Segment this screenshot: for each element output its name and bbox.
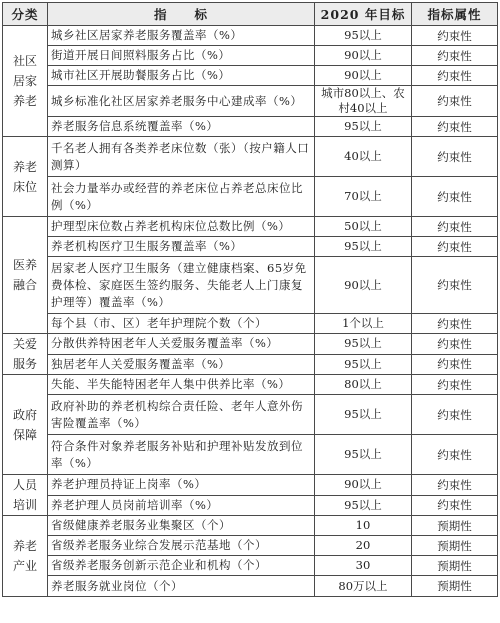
target-cell: 20 [315, 536, 412, 556]
category-cell [3, 334, 48, 375]
category-label: 服务 [12, 357, 37, 371]
attribute-cell: 约束性 [412, 475, 498, 496]
target-cell: 90以上 [315, 46, 412, 66]
attribute-cell: 约束性 [412, 46, 498, 66]
attribute-cell: 约束性 [412, 395, 498, 435]
indicator-cell: 社会力量举办或经营的养老床位占养老总床位比例（%） [48, 177, 315, 217]
attribute-cell: 约束性 [412, 314, 498, 334]
category-label: 培训 [12, 498, 37, 512]
table-row [3, 177, 498, 217]
header-indicator: 指 标 [48, 3, 315, 26]
indicator-cell: 养老护理人员岗前培训率（%） [48, 495, 315, 516]
attribute-cell: 约束性 [412, 237, 498, 257]
table-row [3, 46, 498, 66]
attribute-cell: 约束性 [412, 354, 498, 375]
target-cell: 1个以上 [315, 314, 412, 334]
indicator-cell: 失能、半失能特困老年人集中供养比率（%） [48, 375, 315, 395]
indicator-cell: 养老服务信息系统覆盖率（%） [48, 117, 315, 137]
target-cell: 95以上 [315, 354, 412, 375]
target-cell: 10 [315, 516, 412, 536]
indicator-cell: 政府补助的养老机构综合责任险、老年人意外伤害险覆盖率（%） [48, 395, 315, 435]
target-cell: 95以上 [315, 237, 412, 257]
attribute-cell: 预期性 [412, 536, 498, 556]
table-row [3, 257, 498, 314]
category-label: 床位 [12, 179, 37, 194]
indicator-cell: 护理型床位数占养老机构床位总数比例（%） [48, 217, 315, 237]
table-row [3, 395, 498, 435]
target-cell: 城市80以上、农村40以上 [315, 86, 412, 117]
target-cell: 90以上 [315, 66, 412, 86]
attribute-cell: 约束性 [412, 375, 498, 395]
indicator-cell: 城乡标准化社区居家养老服务中心建成率（%） [48, 86, 315, 117]
category-cell [3, 475, 48, 516]
category-label: 社区 [12, 54, 37, 68]
indicator-cell: 省级养老服务业综合发展示范基地（个） [48, 536, 315, 556]
indicator-cell: 符合条件对象养老服务补贴和护理补贴发放到位率（%） [48, 435, 315, 475]
target-cell: 95以上 [315, 26, 412, 46]
target-cell: 80以上 [315, 375, 412, 395]
attribute-cell: 约束性 [412, 137, 498, 177]
category-label: 融合 [12, 278, 37, 292]
indicator-cell: 养老护理员持证上岗率（%） [48, 475, 315, 496]
table-row [3, 495, 498, 516]
attribute-cell: 约束性 [412, 495, 498, 516]
category-label: 居家 [12, 74, 37, 88]
attribute-cell: 约束性 [412, 117, 498, 137]
attribute-cell: 预期性 [412, 576, 498, 597]
attribute-cell: 约束性 [412, 435, 498, 475]
target-cell: 95以上 [315, 334, 412, 355]
target-cell: 95以上 [315, 117, 412, 137]
table-row [3, 435, 498, 475]
attribute-cell: 约束性 [412, 177, 498, 217]
target-cell: 70以上 [315, 177, 412, 217]
table-row [3, 66, 498, 86]
table-row [3, 86, 498, 117]
table-row [3, 516, 498, 536]
table-row [3, 475, 498, 496]
header-target: 2020 年目标 [315, 3, 412, 26]
indicator-cell: 养老服务就业岗位（个） [48, 576, 315, 597]
target-cell: 95以上 [315, 435, 412, 475]
target-cell: 40以上 [315, 137, 412, 177]
category-label: 产业 [12, 559, 37, 573]
table-row [3, 536, 498, 556]
indicator-cell: 每个县（市、区）老年护理院个数（个） [48, 314, 315, 334]
target-cell: 80万以上 [315, 576, 412, 597]
table-row [3, 237, 498, 257]
table-row [3, 137, 498, 177]
indicator-cell: 城乡社区居家养老服务覆盖率（%） [48, 26, 315, 46]
attribute-cell: 约束性 [412, 257, 498, 314]
indicator-cell: 千名老人拥有各类养老床位数（张）（按户籍人口测算） [48, 137, 315, 177]
indicator-cell: 居家老人医疗卫生服务（建立健康档案、65岁免费体检、家庭医生签约服务、失能老人上门康复护理等）覆盖率（%） [48, 257, 315, 314]
header-attribute: 指标属性 [412, 3, 498, 26]
indicator-cell: 养老机构医疗卫生服务覆盖率（%） [48, 237, 315, 257]
table-row [3, 354, 498, 375]
table-row [3, 314, 498, 334]
category-label: 人员 [12, 478, 37, 492]
header-category: 分类 [3, 3, 48, 26]
indicator-cell: 独居老年人关爱服务覆盖率（%） [48, 354, 315, 375]
target-cell: 95以上 [315, 495, 412, 516]
indicator-cell: 城市社区开展助餐服务占比（%） [48, 66, 315, 86]
indicator-cell: 街道开展日间照料服务占比（%） [48, 46, 315, 66]
category-label: 政府 [12, 407, 37, 422]
category-label: 关爱 [12, 337, 37, 351]
category-label: 养老 [12, 94, 37, 108]
target-cell: 90以上 [315, 475, 412, 496]
category-label: 保障 [12, 427, 37, 442]
attribute-cell: 预期性 [412, 516, 498, 536]
table-row [3, 576, 498, 597]
indicator-cell: 分散供养特困老年人关爱服务覆盖率（%） [48, 334, 315, 355]
indicator-cell: 省级健康养老服务业集聚区（个） [48, 516, 315, 536]
table-row [3, 26, 498, 46]
target-cell: 95以上 [315, 395, 412, 435]
category-label: 养老 [12, 159, 37, 174]
attribute-cell: 约束性 [412, 334, 498, 355]
attribute-cell: 约束性 [412, 217, 498, 237]
category-cell [3, 26, 48, 137]
category-cell [3, 137, 48, 217]
attribute-cell: 约束性 [412, 86, 498, 117]
indicator-cell: 省级养老服务创新示范企业和机构（个） [48, 556, 315, 576]
target-cell: 50以上 [315, 217, 412, 237]
category-cell [3, 516, 48, 597]
attribute-cell: 预期性 [412, 556, 498, 576]
target-cell: 90以上 [315, 257, 412, 314]
category-cell [3, 217, 48, 334]
table-row [3, 217, 498, 237]
attribute-cell: 约束性 [412, 26, 498, 46]
table-header-row [3, 3, 498, 26]
category-label: 养老 [12, 539, 37, 553]
target-cell: 30 [315, 556, 412, 576]
table-row [3, 334, 498, 355]
category-label: 医养 [12, 258, 37, 272]
table-row [3, 375, 498, 395]
attribute-cell: 约束性 [412, 66, 498, 86]
table-row [3, 117, 498, 137]
category-cell [3, 375, 48, 475]
table-row [3, 556, 498, 576]
table-body [3, 26, 498, 597]
indicator-table [2, 2, 498, 597]
